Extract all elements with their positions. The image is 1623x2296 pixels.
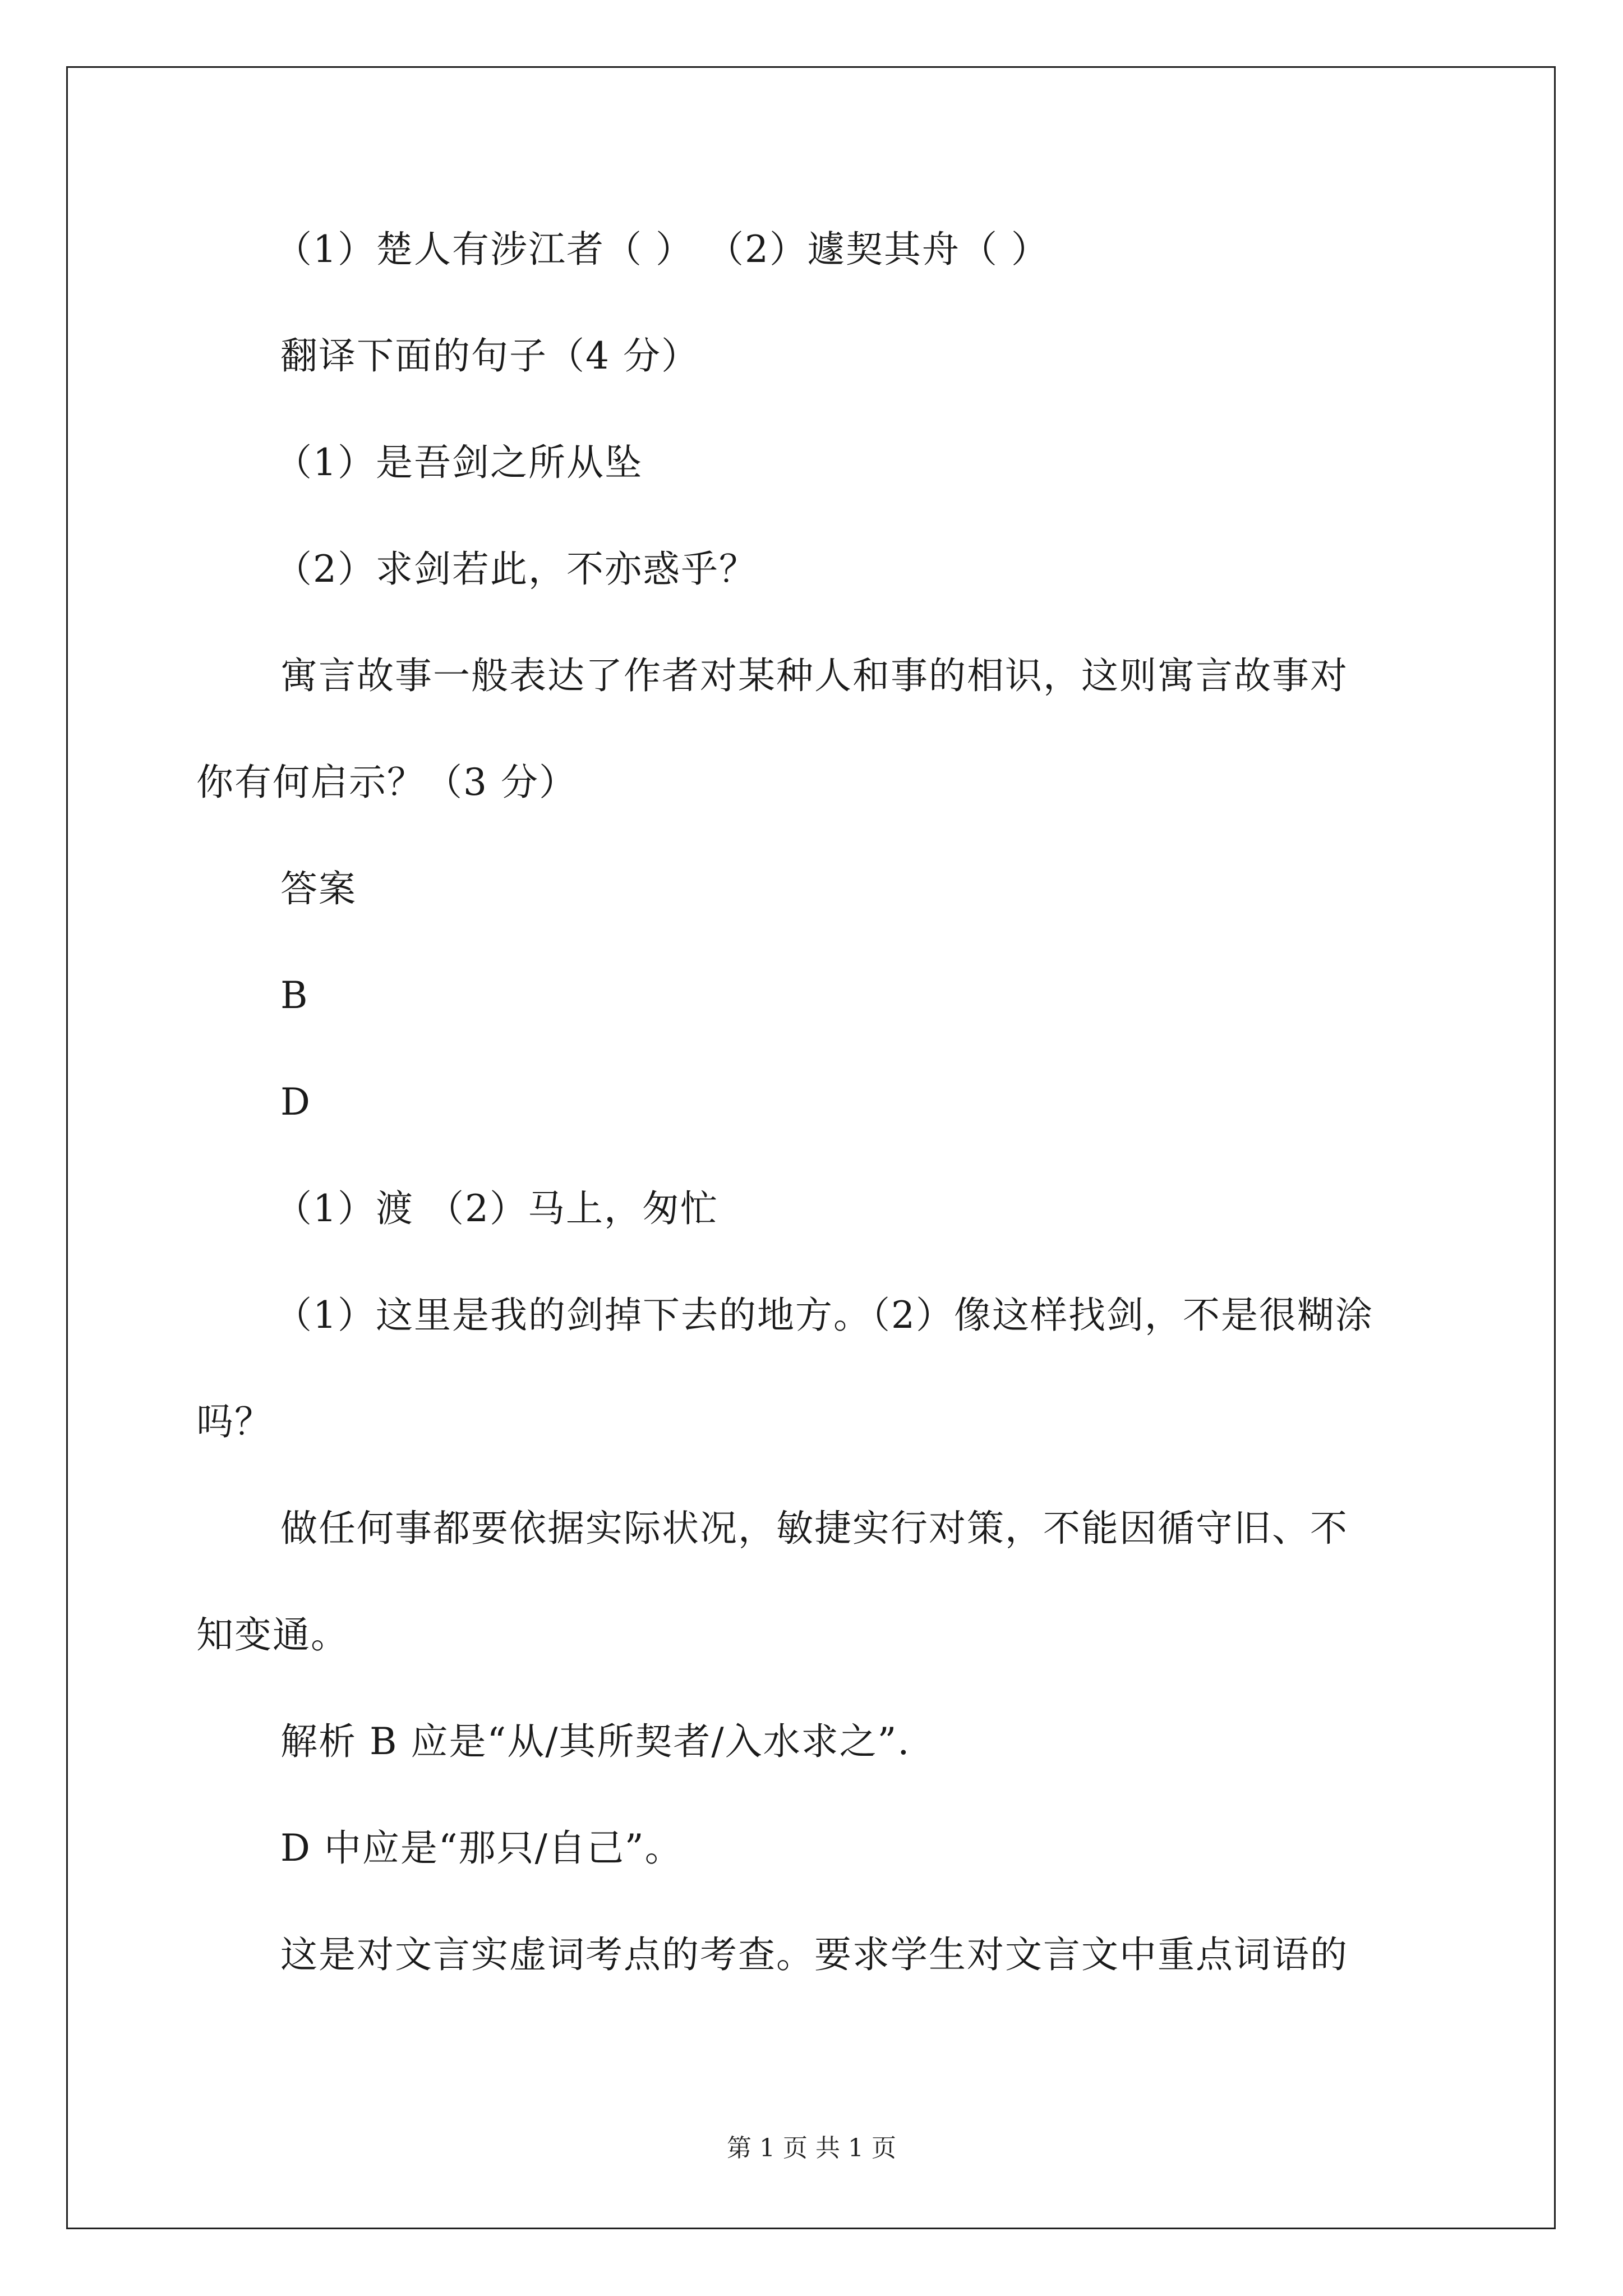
answer-line: 做任何事都要依据实际状况，敏捷实行对策，不能因循守旧、不: [280, 1507, 1348, 1550]
answer-heading: 答案: [280, 867, 357, 910]
analysis-line: 解析 B 应是“从/其所契者/入水求之”.: [280, 1720, 911, 1763]
question-line: （1）是吾剑之所从坠: [275, 441, 643, 484]
answer-line: 吗？: [196, 1400, 273, 1443]
answer-line: （1）这里是我的剑掉下去的地方。（2）像这样找剑，不是很糊涂: [275, 1294, 1373, 1337]
answer-line: B: [280, 974, 309, 1017]
analysis-line: 这是对文言实虚词考点的考查。要求学生对文言文中重点词语的: [280, 1933, 1348, 1976]
answer-line: D: [280, 1080, 311, 1124]
answer-line: （1）渡 （2）马上，匆忙: [275, 1187, 718, 1230]
page-frame: [66, 66, 1556, 2229]
question-line: 你有何启示？（3 分）: [196, 761, 577, 804]
question-line: （2）求剑若此，不亦惑乎？: [275, 547, 757, 591]
question-line: （1）楚人有涉江者（ ） （2）遽契其舟（ ）: [275, 228, 1049, 271]
question-line: 寓言故事一般表达了作者对某种人和事的相识，这则寓言故事对: [280, 654, 1348, 697]
question-line: 翻译下面的句子（4 分）: [280, 334, 699, 378]
analysis-line: D 中应是“那只/自己”。: [280, 1826, 683, 1870]
page-footer: 第 1 页 共 1 页: [727, 2134, 896, 2162]
answer-line: 知变通。: [196, 1613, 349, 1657]
